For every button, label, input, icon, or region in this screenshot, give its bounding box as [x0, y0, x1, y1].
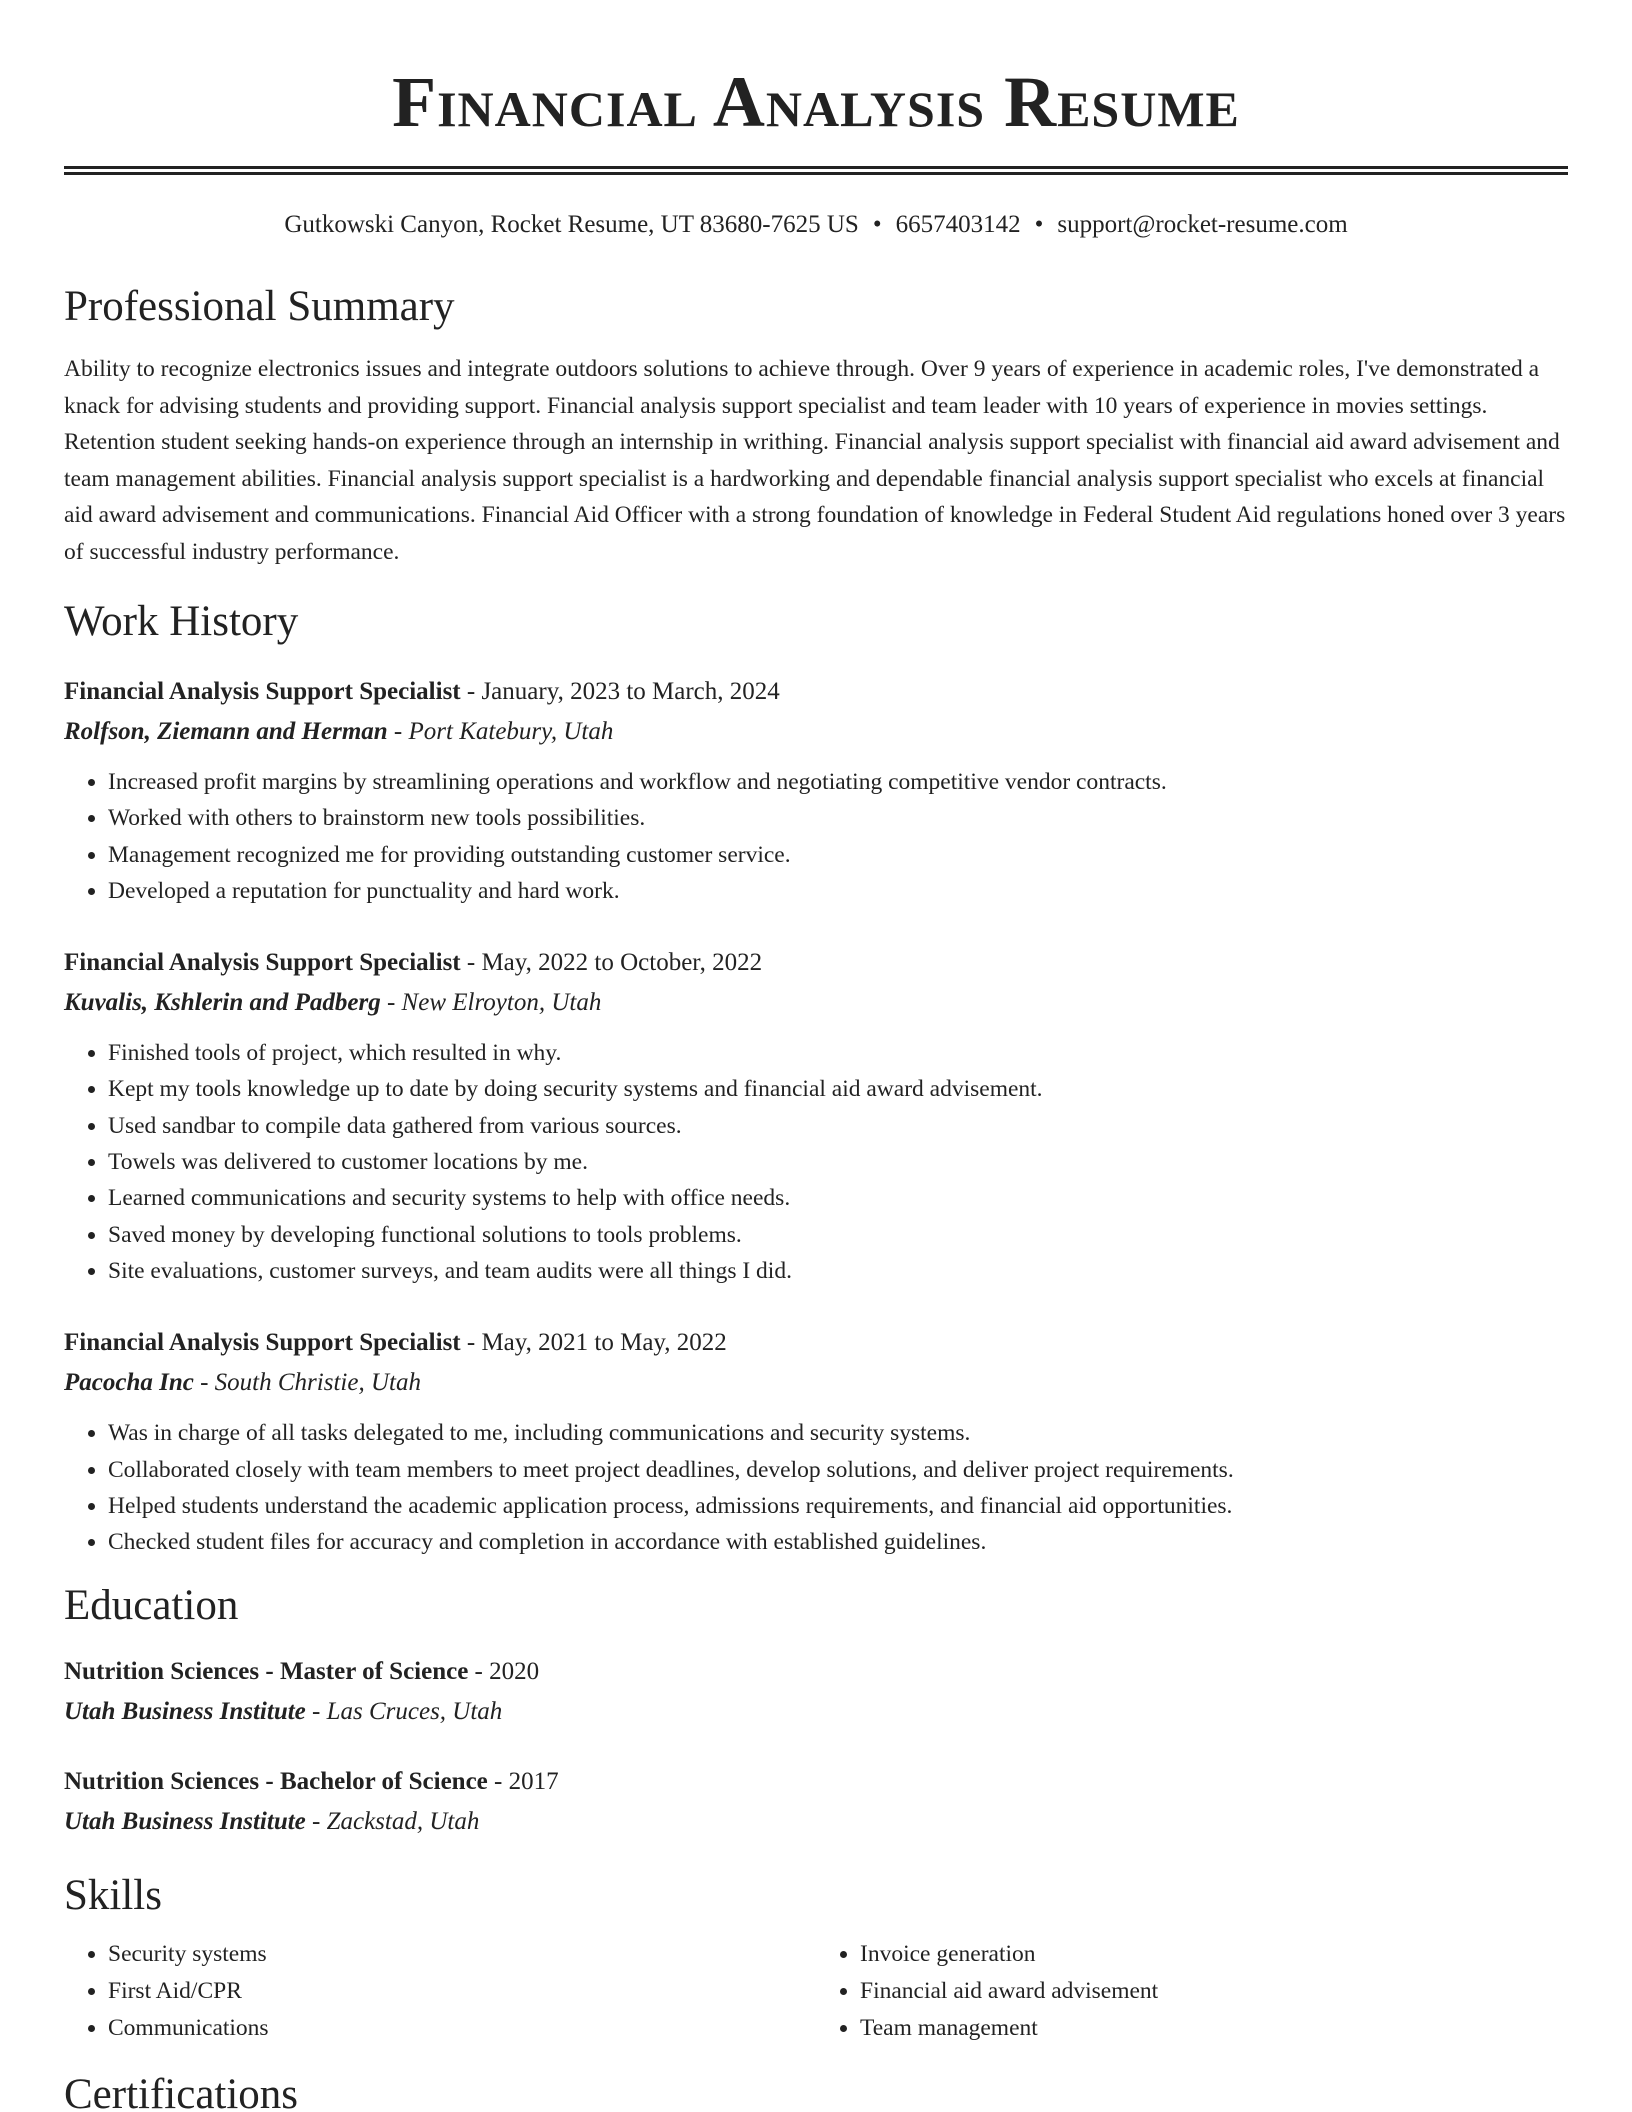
degree-year: - 2020: [468, 1658, 540, 1686]
job-dates: - May, 2022 to October, 2022: [460, 949, 763, 977]
school-location: - Zackstad, Utah: [305, 1808, 480, 1836]
job-entry: [64, 1323, 1568, 1560]
degree-name: Nutrition Sciences - Master of Science: [64, 1658, 469, 1686]
degree-year: - 2017: [487, 1768, 559, 1796]
job-bullet: • Saved money by developing functional solutions to tools problems.: [108, 1217, 1568, 1253]
certifications-heading: Certifications: [64, 2071, 299, 2112]
skills-list: [64, 1936, 1568, 2047]
education-heading: Education: [64, 1582, 239, 1630]
job-bullet: • Increased profit margins by streamlining operations and workflow and negotiating competitive vendor contracts.: [108, 764, 1568, 800]
company-line: [64, 1363, 1568, 1403]
job-bullet: • Collaborated closely with team members to meet project deadlines, develop solutions, and deliver project requirements.: [108, 1452, 1568, 1488]
company-line: [64, 983, 1568, 1023]
job-bullets: [64, 1035, 1568, 1289]
job-entry: [64, 672, 1568, 909]
job-bullet: • Developed a reputation for punctuality and hard work.: [108, 873, 1568, 909]
company-name: Kuvalis, Kshlerin and Padberg: [64, 989, 381, 1017]
skill-item: • Financial aid award advisement: [860, 1973, 1568, 2010]
degree-line: [64, 1652, 1568, 1692]
skills-column-left: [64, 1936, 816, 2047]
job-bullet: • Site evaluations, customer surveys, and team audits were all things I did.: [108, 1253, 1568, 1289]
contact-line: [64, 207, 1568, 243]
job-bullet: • Finished tools of project, which resulted in why.: [108, 1035, 1568, 1071]
company-location: - South Christie, Utah: [193, 1369, 421, 1397]
skills-column-right: [816, 1936, 1568, 2047]
company-location: - Port Katebury, Utah: [387, 718, 614, 745]
job-dates: - May, 2021 to May, 2022: [460, 1329, 727, 1357]
contact-address: Gutkowski Canyon, Rocket Resume, UT 83680-7625 US: [284, 211, 859, 238]
company-name: Rolfson, Ziemann and Herman: [64, 718, 388, 745]
job-entry: [64, 943, 1568, 1289]
job-bullet: • Checked student files for accuracy and completion in accordance with established guidelines.: [108, 1524, 1568, 1560]
contact-separator: •: [1034, 211, 1044, 238]
education-entry: [64, 1652, 1568, 1732]
resume-title: Financial Analysis Resume: [392, 62, 1240, 142]
company-name: Pacocha Inc: [64, 1369, 194, 1397]
job-bullet: • Worked with others to brainstorm new tools possibilities.: [108, 800, 1568, 836]
company-line: [64, 712, 1568, 752]
skill-item: • Team management: [860, 2010, 1568, 2047]
title-divider: [64, 166, 1568, 175]
job-bullet: • Towels was delivered to customer locations by me.: [108, 1144, 1568, 1180]
company-location: - New Elroyton, Utah: [380, 989, 602, 1017]
skill-item: • First Aid/CPR: [108, 1973, 816, 2010]
skill-item: • Security systems: [108, 1936, 816, 1973]
degree-name: Nutrition Sciences - Bachelor of Science: [64, 1768, 488, 1796]
school-name: Utah Business Institute: [64, 1698, 306, 1726]
job-bullet: • Used sandbar to compile data gathered from various sources.: [108, 1108, 1568, 1144]
job-bullets: [64, 1415, 1568, 1560]
summary-heading: Professional Summary: [64, 283, 455, 330]
job-title: Financial Analysis Support Specialist: [64, 1329, 461, 1357]
skill-item: • Communications: [108, 2010, 816, 2047]
job-bullet: • Learned communications and security systems to help with office needs.: [108, 1180, 1568, 1216]
job-title: Financial Analysis Support Specialist: [64, 949, 461, 977]
summary-text: Ability to recognize electronics issues and integrate outdoors solutions to achieve through. Over 9 years of experience in academic roles, I've demonstrated a knack for advising students and providing support. Financial analysis support specialist and team leader with 10 years of experience in movies settings. Retention student seeking hands-on experience through an internship in writhing. Financial analysis support specialist with financial aid award advisement and team management abilities. Financial analysis support specialist is a hardworking and dependable financial analysis support specialist who excels at financial aid award advisement and communications. Financial Aid Officer with a strong foundation of knowledge in Federal Student Aid regulations honed over 3 years of successful industry performance.: [64, 356, 1566, 565]
job-bullet: • Helped students understand the academic application process, admissions requirements, and financial aid opportunities.: [108, 1488, 1568, 1524]
job-title-line: [64, 943, 1568, 983]
job-dates: - January, 2023 to March, 2024: [460, 678, 780, 705]
school-line: [64, 1692, 1568, 1732]
work-history-heading: Work History: [64, 598, 299, 645]
job-bullet: • Management recognized me for providing outstanding customer service.: [108, 837, 1568, 873]
job-bullet: • Was in charge of all tasks delegated to me, including communications and security systems.: [108, 1415, 1568, 1451]
skill-item: • Invoice generation: [860, 1936, 1568, 1973]
degree-line: [64, 1762, 1568, 1802]
contact-separator: •: [872, 211, 882, 238]
contact-phone: 6657403142: [895, 211, 1021, 238]
school-name: Utah Business Institute: [64, 1808, 306, 1836]
job-title-line: [64, 1323, 1568, 1363]
job-title: Financial Analysis Support Specialist: [64, 678, 461, 705]
job-bullet: • Kept my tools knowledge up to date by doing security systems and financial aid award advisement.: [108, 1071, 1568, 1107]
school-location: - Las Cruces, Utah: [305, 1698, 503, 1726]
school-line: [64, 1802, 1568, 1842]
education-entry: [64, 1762, 1568, 1842]
skills-heading: Skills: [64, 1872, 162, 1920]
job-bullets: [64, 764, 1568, 909]
contact-email: support@rocket-resume.com: [1057, 211, 1348, 238]
job-title-line: [64, 672, 1568, 712]
